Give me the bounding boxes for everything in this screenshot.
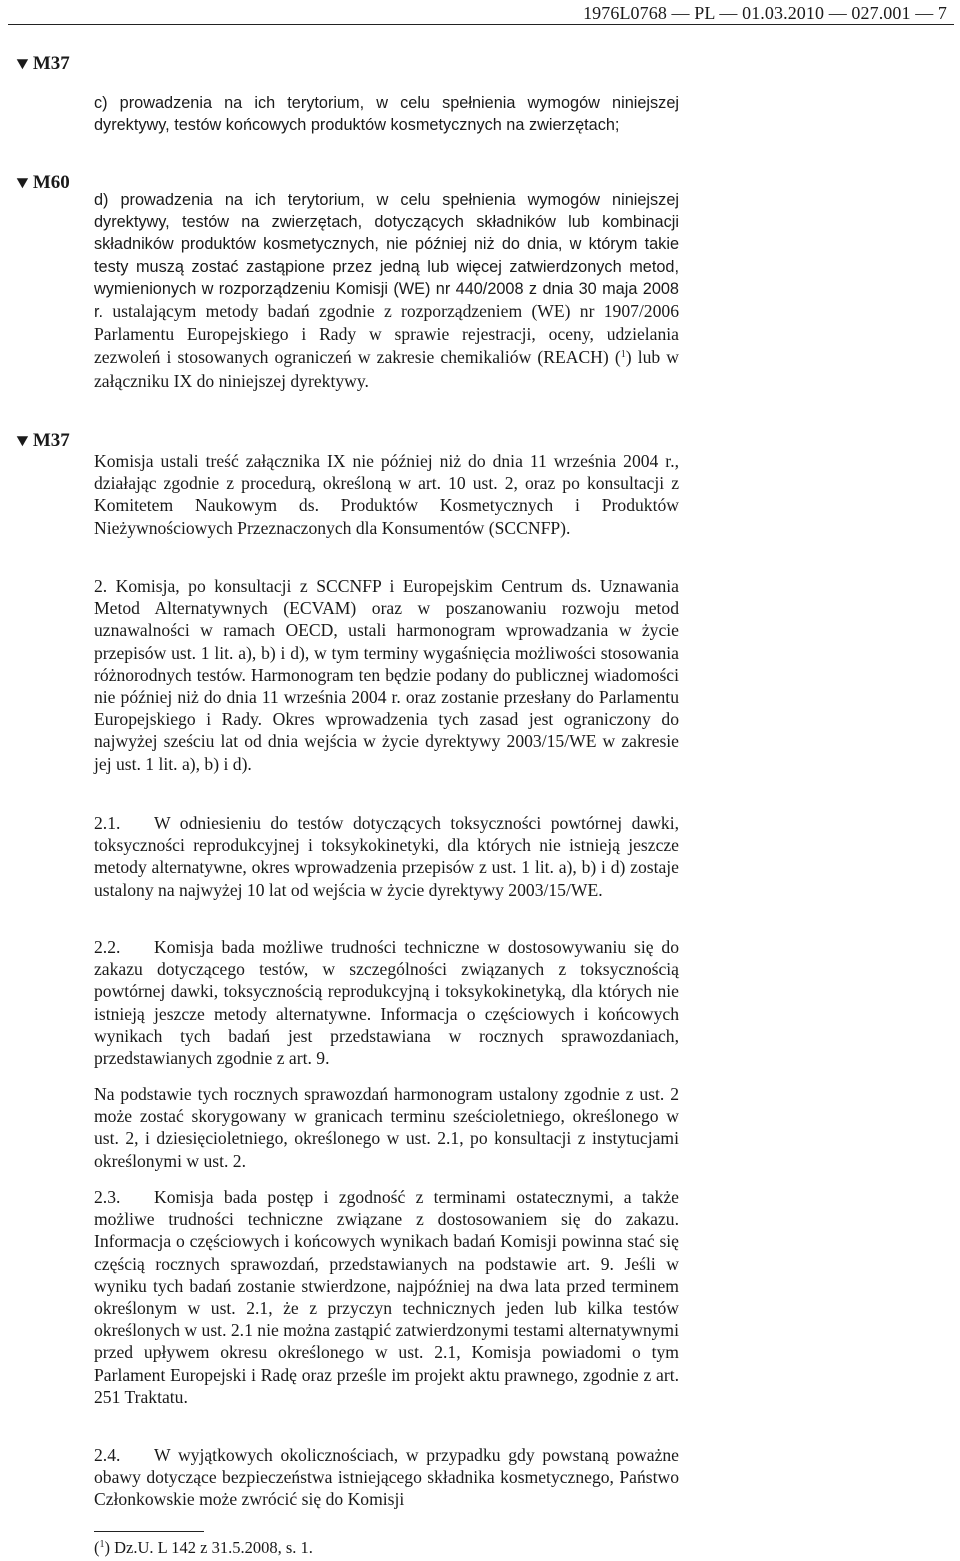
paragraph-na-podstawie: Na podstawie tych rocznych sprawozdań harmonogram ustalony zgodnie z ust. 2 może zostać skorygowany w granicach terminu sześcioletniego, określonego w ust. 2, i dziesięcioletniego, określonego w ust. 2.1, po konsultacji z instytucjami określonymi w ust. 2.	[94, 1084, 679, 1171]
footnote-number: 1	[99, 1539, 105, 1550]
section-number: 2.4.	[94, 1445, 121, 1465]
section-number: 2.1.	[94, 813, 121, 833]
amendment-marker-m60[interactable]	[14, 172, 70, 194]
paragraph-2-3: 2.3. Komisja bada postęp i zgodność z terminami ostatecznymi, a także możliwe trudności techniczne związane z dostosowaniem się do zakazu. Informacja o częściowych i końcowych wynikach badań Komisji powinna stać się częścią rocznych sprawozdań, przedstawianych na podstawie art. 9. Jeśli w wyniku tych badań zostanie stwierdzone, najpóźniej na dwa lata przed terminem określonym w ust. 2.1, że z przyczyn technicznych jeden lub kilka testów określonych w ust. 2.1 nie można zastąpić zatwierdzonymi testami alternatywnymi przed upływem okresu określonego w ust. 2.1, Komisja powiadomi o tym Parlament Europejski i Radę oraz prześle im projekt aktu prawnego, zgodnie z art. 251 Traktatu.	[94, 1187, 679, 1407]
footnote-text: Dz.U. L 142 z 31.5.2008, s. 1.	[110, 1538, 313, 1557]
footnote: ($^1$) Dz.U. L 142 z 31.5.2008, s. 1.	[94, 1538, 313, 1557]
page-header: 1976L0768 — PL — 01.03.2010 — 027.001 — 7	[583, 3, 947, 23]
footnote-ref[interactable]: 1	[620, 349, 626, 361]
paragraph-komisja: Komisja ustali treść załącznika IX nie później niż do dnia 11 września 2004 r., działając zgodnie z procedurą, określoną w art. 10 ust. 2, oraz po konsultacji z Komitetem Naukowym ds. Produktów Kosmetycznych i Produktów Nieżywnościowych Przeznaczonych dla Konsumentów (SCCNFP).	[94, 451, 679, 538]
amendment-marker-m37[interactable]	[14, 53, 70, 75]
triangle-down-icon: ▼	[12, 173, 33, 192]
paragraph-2-4: 2.4. W wyjątkowych okolicznościach, w przypadku gdy powstaną poważne obawy dotyczące bezpieczeństwa istniejącego składnika kosmetycznego, Państwo Członkowskie może zwrócić się do Komisji	[94, 1445, 679, 1510]
section-number: 2.2.	[94, 937, 121, 957]
paragraph-2: 2. Komisja, po konsultacji z SCCNFP i Europejskim Centrum ds. Uznawania Metod Alternatywnych (ECVAM) oraz w poszanowaniu rozwoju metod uznawalności w ramach OECD, ustali harmonogram wprowadzania w życie przepisów ust. 1 lit. a), b) i d), w tym terminy wygaśnięcia możliwości stosowania różnorodnych testów. Harmonogram ten będzie podany do publicznej wiadomości nie później niż do dnia 11 września 2004 r. oraz zostanie przesłany do Parlamentu Europejskiego i Rady. Okres wprowadzenia tych zasad jest ograniczony do najwyżej sześciu lat od dnia wejścia w życie dyrektywy 2003/15/WE w zakresie jej ust. 1 lit. a), b) i d).	[94, 576, 679, 774]
amendment-marker-m37[interactable]	[14, 430, 70, 452]
marker-label: M37	[32, 53, 70, 74]
paragraph-2-2: 2.2. Komisja bada możliwe trudności techniczne w dostosowywaniu się do zakazu dotyczącego testów, w szczególności związanych z toksycznością powtórnej dawki, toksycznością reprodukcyjną i toksykokinetyką, dla których nie istnieją jeszcze metody alternatywne. Informacja o częściowych i końcowych wynikach tych badań jest przedstawiana w rocznych sprawozdaniach, przedstawianych zgodnie z art. 9.	[94, 937, 679, 1069]
triangle-down-icon: ▼	[12, 54, 33, 73]
marker-label: M37	[32, 430, 70, 451]
footnote-rule	[94, 1531, 204, 1532]
paragraph-d	[94, 189, 679, 393]
paragraph-d-part2: ustalającym metody badań zgodnie z rozporządzeniem (WE) nr 1907/2006 Parlamentu Europejskiego i Rady w sprawie rejestracji, oceny, udzielania zezwoleń i stosowanych ograniczeń w zakresie chemikaliów (REACH) ($^1$) lub w załączniku IX do niniejszej dyrektywy.	[94, 301, 679, 391]
triangle-down-icon: ▼	[12, 431, 33, 450]
paragraph-2-1: 2.1. W odniesieniu do testów dotyczących toksyczności powtórnej dawki, toksyczności reprodukcyjnej i toksykokinetyki, dla których nie istnieją jeszcze metody alternatywne, okres wprowadzenia przepisów z ust. 1 lit. a), b) i d) zostaje ustalony na najwyżej 10 lat od wejścia w życie dyrektywy 2003/15/WE.	[94, 813, 679, 900]
header-rule	[8, 24, 954, 25]
paragraph-c: c) prowadzenia na ich terytorium, w celu spełnienia wymogów niniejszej dyrektywy, testów końcowych produktów kosmetycznych na zwierzętach;	[94, 94, 679, 135]
marker-label: M60	[32, 172, 70, 193]
paragraph-d-part1: d) prowadzenia na ich terytorium, w celu spełnienia wymogów niniejszej dyrektywy, testów na zwierzętach, dotyczących składników lub kombinacji składników produktów kosmetycznych, nie później niż do dnia, w którym takie testy muszą zostać zastąpione przez jedną lub więcej zatwierdzonych metod, wymienionych w rozporządzeniu Komisji (WE) nr 440/2008 z dnia 30 maja 2008 r.	[94, 191, 679, 322]
section-number: 2.3.	[94, 1187, 121, 1207]
